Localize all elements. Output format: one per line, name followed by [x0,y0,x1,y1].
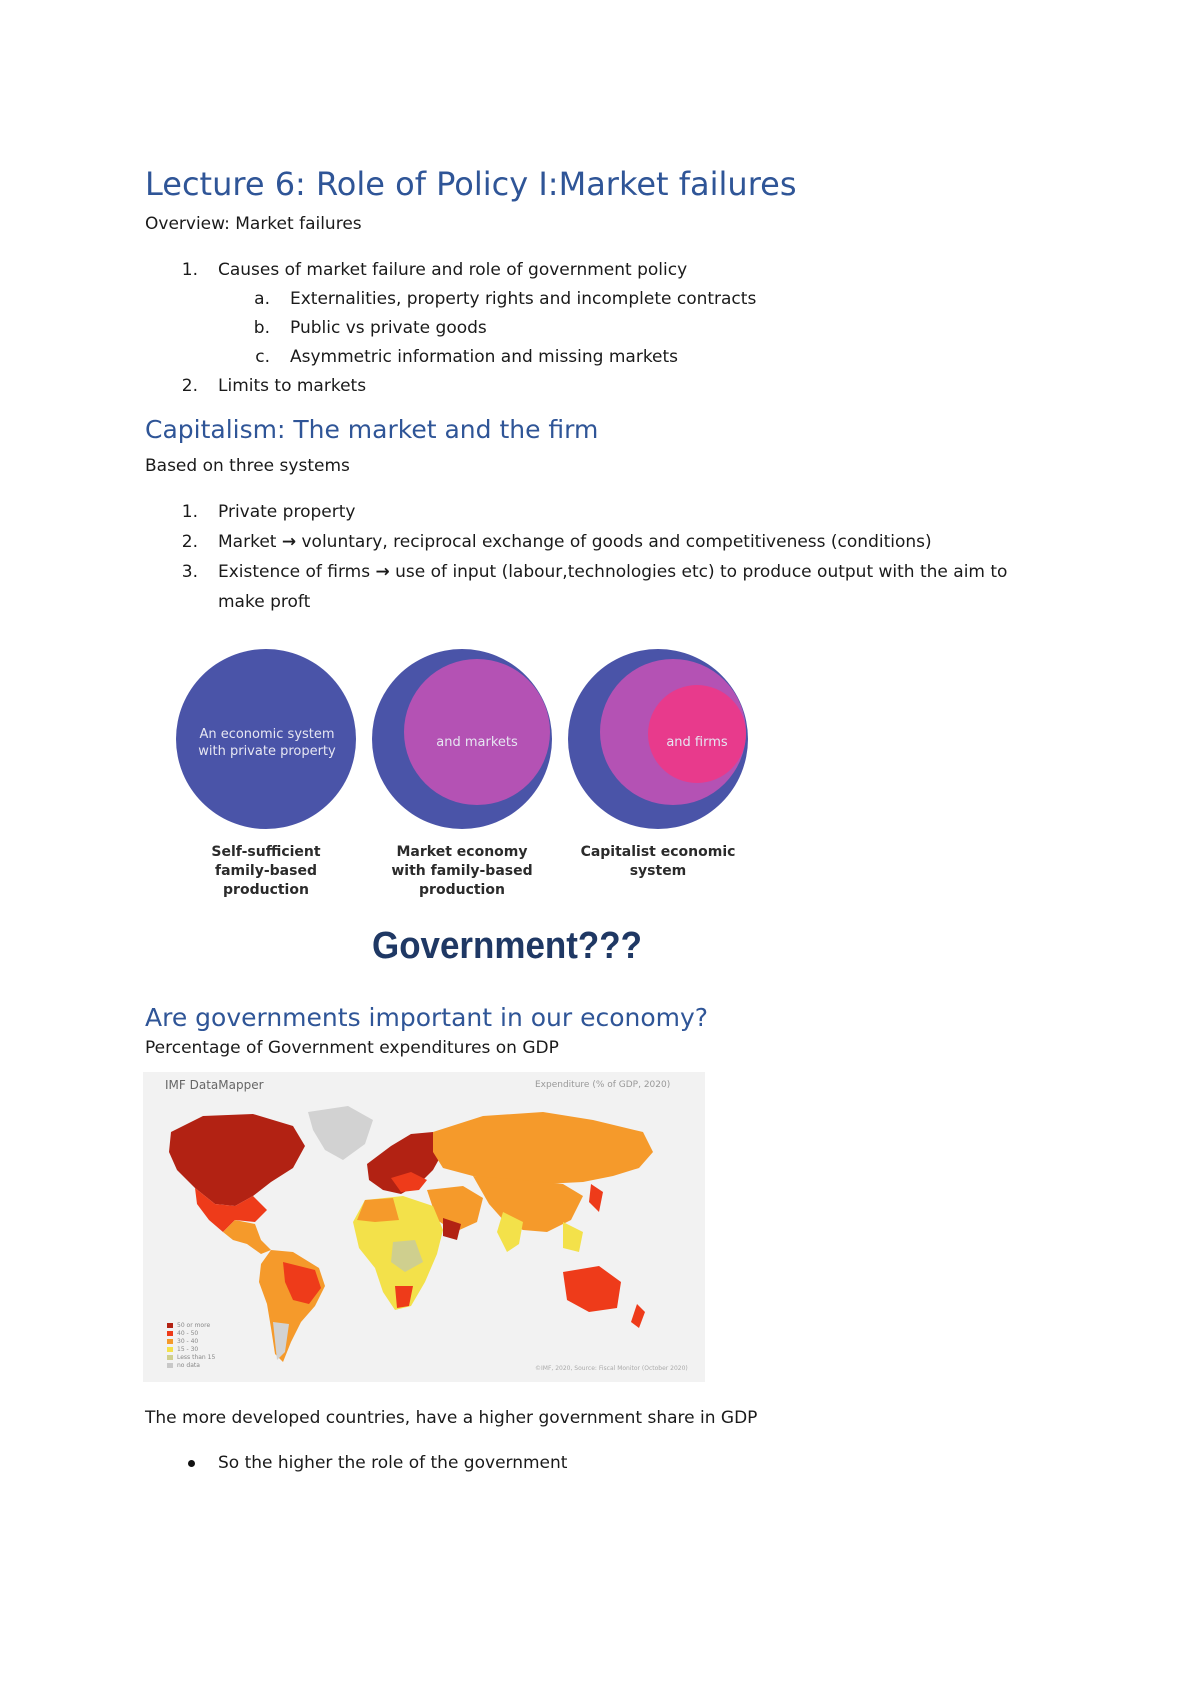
map-region-asia [473,1176,583,1232]
map-region-russia [433,1112,653,1184]
caption-line: production [223,882,309,898]
legend-swatch [167,1339,173,1344]
caption-line: Self-sufficient [211,844,321,860]
section-intro: Based on three systems [145,456,350,476]
caption-line: family-based [215,863,317,879]
middle-circle [404,659,550,805]
caption-line: Market economy [396,844,528,860]
arrow-icon: → [281,532,297,552]
overview-line: Overview: Market failures [145,214,362,234]
list-item-text: Existence of firms [218,562,376,582]
legend-swatch [167,1323,173,1328]
section-heading: Capitalism: The market and the firm [145,415,599,444]
bullet-icon [188,1460,195,1467]
map-subtitle: Expenditure (% of GDP, 2020) [535,1080,671,1090]
caption-line: with family-based [391,863,533,879]
map-source: ©IMF, 2020, Source: Fiscal Monitor (October 2020) [535,1365,688,1372]
list-number: 1. [181,260,198,280]
map-title: IMF DataMapper [165,1078,264,1092]
list-item: Public vs private goods [290,318,487,338]
circle-label: An economic system with private property [198,727,336,759]
legend-item [167,1354,227,1362]
list-item-text: Market [218,532,282,552]
caption-line: production [419,882,505,898]
legend-item [167,1322,227,1330]
legend-item [167,1346,227,1354]
caption-line: Capitalist economic [580,844,736,860]
circle-caption [176,843,356,900]
list-item: Private property [218,502,356,522]
legend-item [167,1330,227,1338]
legend-item [167,1362,227,1370]
bullet-item: So the higher the role of the government [218,1453,568,1473]
arrow-icon: → [375,562,390,582]
legend-label: Less than 15 [177,1354,216,1361]
legend-item [167,1338,227,1346]
list-letter: c. [255,347,270,367]
list-item: Limits to markets [218,376,367,396]
list-letter: a. [254,289,270,309]
capitalism-circles-figure [170,645,760,905]
list-item-continuation: make proft [218,592,311,612]
map-region-australia [563,1266,621,1312]
list-number: 2. [181,376,198,396]
page-title: Lecture 6: Role of Policy I:Market failures [145,165,797,203]
map-region-greenland [308,1106,373,1160]
map-legend [167,1322,227,1370]
conclusion-text: The more developed countries, have a higher government share in GDP [145,1408,758,1428]
section-heading: Are governments important in our economy? [145,1003,709,1032]
legend-swatch [167,1355,173,1360]
legend-label: 30 - 40 [177,1338,199,1345]
list-item: Externalities, property rights and incomplete contracts [290,289,757,309]
legend-swatch [167,1331,173,1336]
government-heading-image: Government??? [372,925,642,967]
list-item [218,562,1007,582]
list-number: 3. [181,562,198,582]
list-number: 1. [181,502,198,522]
map-region-north-africa [357,1198,399,1222]
map-region-north-america [169,1114,305,1206]
map-region-central-america [223,1220,271,1254]
legend-label: 40 - 50 [177,1330,199,1337]
map-region-japan [589,1184,603,1212]
map-region-new-zealand [631,1304,645,1328]
circle-label: and markets [436,735,518,750]
list-item [218,532,932,552]
list-letter: b. [253,318,270,338]
list-item-text: use of input (labour,technologies etc) to produce output with the aim to [389,562,1008,582]
caption-line: system [629,863,687,879]
list-item-text: voluntary, reciprocal exchange of goods and competitiveness (conditions) [296,532,932,552]
circle-caption [370,843,554,900]
world-map [143,1072,705,1382]
legend-label: 50 or more [177,1322,211,1329]
section-intro: Percentage of Government expenditures on GDP [145,1038,559,1058]
legend-label: 15 - 30 [177,1346,199,1353]
legend-label: no data [177,1362,200,1369]
legend-swatch [167,1363,173,1368]
map-region-se-asia [563,1222,583,1252]
list-number: 2. [181,532,198,552]
circle-caption [560,843,756,881]
legend-swatch [167,1347,173,1352]
world-map-figure [143,1072,705,1382]
circle-label: and firms [666,735,728,750]
list-item: Causes of market failure and role of government policy [218,260,688,280]
list-item: Asymmetric information and missing markets [290,347,679,367]
